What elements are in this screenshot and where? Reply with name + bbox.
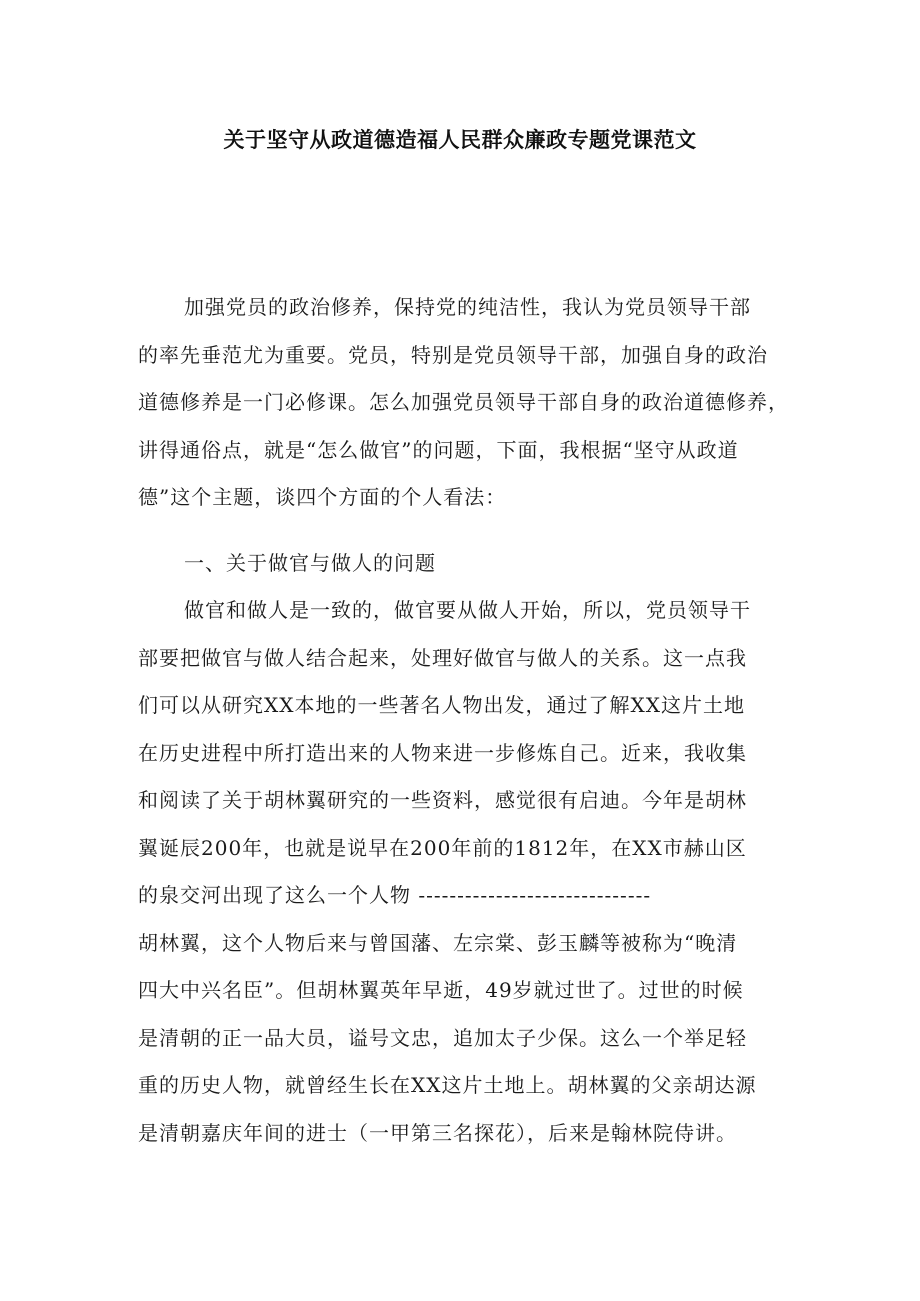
section-heading	[138, 540, 798, 588]
paragraph-line: 加强党员的政治修养，保持党的纯洁性，我认为党员领导干部	[184, 295, 751, 319]
paragraph-line: 在历史进程中所打造出来的人物来进一步修炼自己。近来，我收集	[138, 740, 747, 765]
paragraph-line: 是清朝嘉庆年间的进士（一甲第三名探花），后来是翰林院侍讲。	[138, 1120, 737, 1145]
paragraph-line: 重的历史人物，就曾经生长在XX这片土地上。胡林翼的父亲胡达源	[138, 1073, 757, 1097]
paragraph-line: 的率先垂范尤为重要。党员，特别是党员领导干部，加强自身的政治	[138, 342, 768, 367]
paragraph-line: 是清朝的正一品大员，谥号文忠，追加太子少保。这么一个举足轻	[138, 1025, 747, 1050]
paragraph-line: 们可以从研究XX本地的一些著名人物出发，通过了解XX这片土地	[138, 693, 745, 717]
paragraph-line: 翼诞辰200年，也就是说早在200年前的1812年，在XX市赫山区	[138, 835, 747, 860]
document-title: 关于坚守从政道德造福人民群众廉政专题党课范文	[223, 128, 697, 152]
paragraph-line: 的泉交河出现了这么一个人物 ------------------------------	[138, 883, 652, 907]
section-heading-text: 一、关于做官与做人的问题	[184, 551, 436, 575]
paragraph-line: 道德修养是一门必修课。怎么加强党员领导干部自身的政治道德修养，	[138, 390, 789, 414]
paragraph-line: 胡林翼，这个人物后来与曾国藩、左宗棠、彭玉麟等被称为“晚清	[138, 930, 738, 955]
paragraph-intro	[138, 284, 798, 522]
paragraph-section1	[138, 587, 798, 1157]
paragraph-line: 德”这个主题，谈四个方面的个人看法：	[138, 485, 507, 509]
paragraph-line: 和阅读了关于胡林翼研究的一些资料，感觉很有启迪。今年是胡林	[138, 788, 747, 812]
paragraph-line: 讲得通俗点，就是“怎么做官”的问题，下面，我根据“坚守从政道	[138, 437, 739, 462]
paragraph-line: 四大中兴名臣”。但胡林翼英年早逝，49岁就过世了。过世的时候	[138, 978, 744, 1002]
paragraph-line: 部要把做官与做人结合起来，处理好做官与做人的关系。这一点我	[138, 645, 747, 670]
paragraph-line: 做官和做人是一致的，做官要从做人开始，所以，党员领导干	[184, 598, 751, 622]
